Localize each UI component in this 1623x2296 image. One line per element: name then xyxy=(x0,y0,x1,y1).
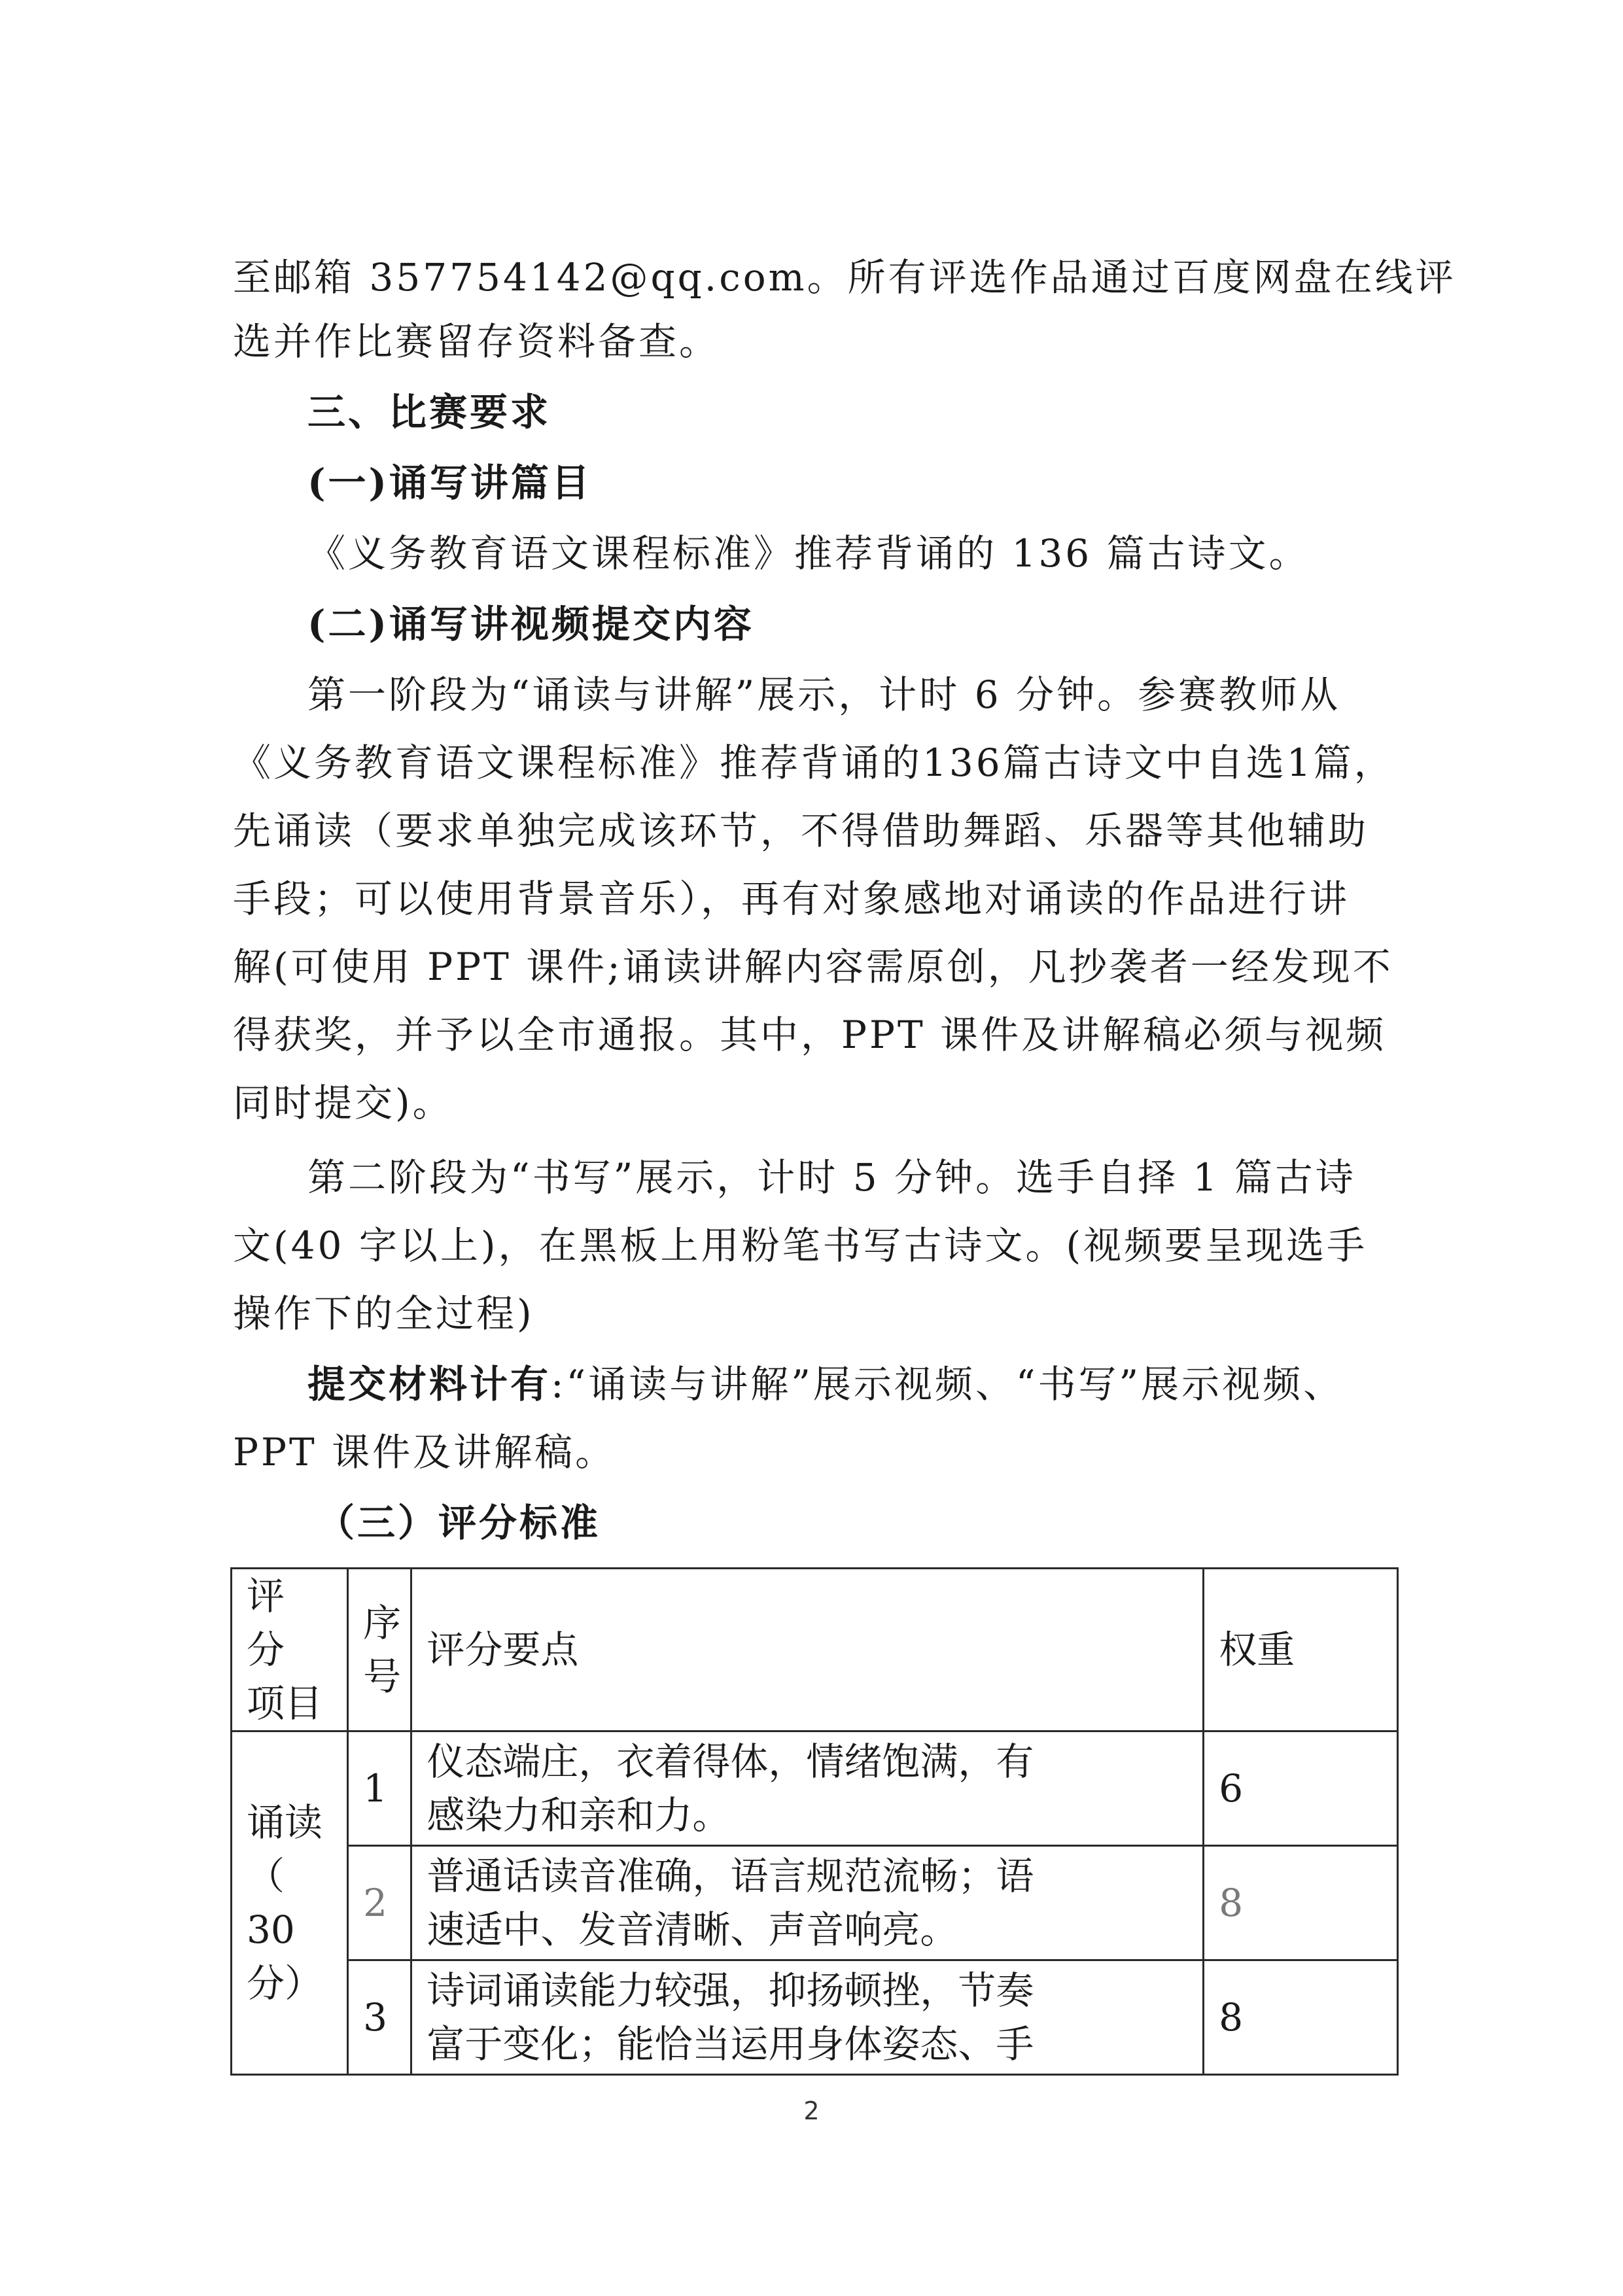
points-cell xyxy=(411,1846,1204,1960)
header-weight: 权重 xyxy=(1204,1569,1398,1731)
header-seq-line-2: 号 xyxy=(363,1654,402,1699)
weight-cell: 8 xyxy=(1204,1846,1398,1960)
table-row xyxy=(232,1731,1398,1846)
stage1-line-5: 解(可使用 PPT 课件;诵读讲解内容需原创，凡抄袭者一经发现不 xyxy=(233,945,1393,989)
seq-cell: 3 xyxy=(348,1960,411,2075)
stage1-line-3: 先诵读（要求单独完成该环节，不得借助舞蹈、乐器等其他辅助 xyxy=(233,809,1369,853)
scoring-table xyxy=(230,1567,1399,2076)
subsection-2-heading: (二)诵写讲视频提交内容 xyxy=(307,602,754,646)
weight-cell: 6 xyxy=(1204,1731,1398,1846)
section-heading: 三、比赛要求 xyxy=(307,390,551,434)
category-line-2: （ 30 xyxy=(247,1854,295,1952)
header-item-line-1: 评 分 xyxy=(247,1574,285,1672)
stage2-line-1: 第二阶段为“书写”展示，计时 5 分钟。选手自择 1 篇古诗 xyxy=(307,1155,1356,1200)
stage1-line-1: 第一阶段为“诵读与讲解”展示，计时 6 分钟。参赛教师从 xyxy=(307,672,1341,717)
stage2-line-3: 操作下的全过程) xyxy=(233,1291,534,1336)
stage1-line-6: 得获奖，并予以全市通报。其中，PPT 课件及讲解稿必须与视频 xyxy=(233,1013,1387,1057)
points-cell xyxy=(411,1731,1204,1846)
body-line-2: 选并作比赛留存资料备查。 xyxy=(233,319,720,364)
header-item-line-2: 项目 xyxy=(247,1681,323,1726)
body-line-1: 至邮箱 357754142@qq.com。所有评选作品通过百度网盘在线评 xyxy=(233,255,1456,300)
points-line-1: 诗词诵读能力较强，抑扬顿挫，节奏 xyxy=(427,1968,1034,2013)
header-points: 评分要点 xyxy=(411,1569,1204,1731)
materials-line xyxy=(307,1351,1410,1417)
stage1-line-4: 手段；可以使用背景音乐），再有对象感地对诵读的作品进行讲 xyxy=(233,877,1350,921)
page-number: 2 xyxy=(803,2096,820,2125)
subsection-1-text: 《义务教育语文课程标准》推荐背诵的 136 篇古诗文。 xyxy=(307,531,1310,576)
category-line-1: 诵读 xyxy=(247,1800,323,1845)
points-line-2: 感染力和亲和力。 xyxy=(427,1793,731,1837)
subsection-1-heading: (一)诵写讲篇目 xyxy=(307,461,592,505)
stage1-line-7: 同时提交)。 xyxy=(233,1081,453,1125)
header-seq-line-1: 序 xyxy=(363,1601,402,1645)
category-line-3: 分） xyxy=(247,1961,323,2006)
points-line-2: 速适中、发音清晰、声音响亮。 xyxy=(427,1907,958,1952)
materials-label: 提交材料计有 xyxy=(307,1362,551,1406)
points-line-1: 普通话读音准确，语言规范流畅；语 xyxy=(427,1854,1034,1898)
table-row xyxy=(232,1846,1398,1960)
points-line-2: 富于变化；能恰当运用身体姿态、手 xyxy=(427,2022,1034,2066)
materials-text: :“诵读与讲解”展示视频、“书写”展示视频、 xyxy=(551,1362,1344,1406)
stage2-line-2: 文(40 字以上)，在黑板上用粉笔书写古诗文。(视频要呈现选手 xyxy=(233,1223,1368,1268)
points-cell xyxy=(411,1960,1204,2075)
subsection-3-heading: （三）评分标准 xyxy=(317,1501,601,1545)
weight-cell: 8 xyxy=(1204,1960,1398,2075)
header-seq xyxy=(348,1569,411,1731)
category-cell xyxy=(232,1731,348,2075)
table-row xyxy=(232,1960,1398,2075)
seq-cell: 1 xyxy=(348,1731,411,1846)
header-item xyxy=(232,1569,348,1731)
seq-cell: 2 xyxy=(348,1846,411,1960)
points-line-1: 仪态端庄，衣着得体，情绪饱满，有 xyxy=(427,1739,1034,1784)
table-header-row xyxy=(232,1569,1398,1731)
stage1-line-2: 《义务教育语文课程标准》推荐背诵的136篇古诗文中自选1篇， xyxy=(233,740,1395,785)
materials-line-2: PPT 课件及讲解稿。 xyxy=(233,1430,616,1474)
